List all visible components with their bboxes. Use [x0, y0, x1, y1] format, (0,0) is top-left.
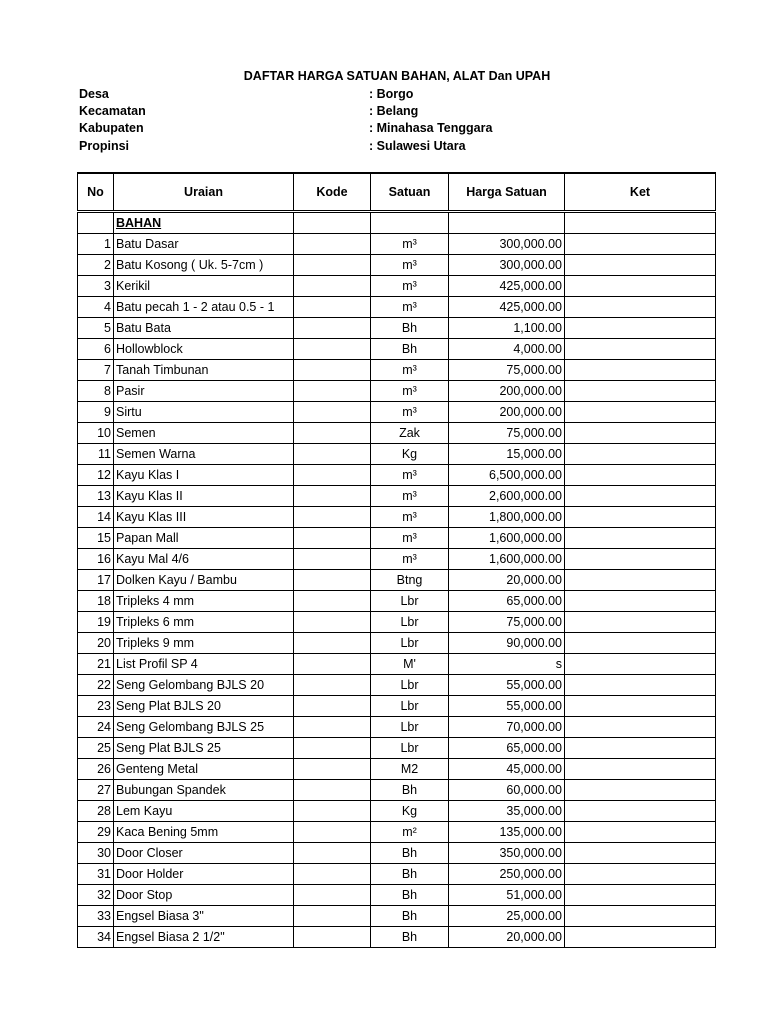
table-row [78, 780, 716, 801]
col-header-uraian: Uraian [114, 173, 294, 212]
row-satuan: Bh [371, 843, 449, 864]
row-harga: 35,000.00 [449, 801, 565, 822]
row-kode [294, 528, 371, 549]
meta-label-propinsi: Propinsi [79, 139, 130, 153]
row-ket [565, 360, 716, 381]
row-ket [565, 780, 716, 801]
row-no: 24 [78, 717, 114, 738]
row-satuan: m³ [371, 276, 449, 297]
row-uraian: Semen [114, 423, 294, 444]
row-satuan: m³ [371, 297, 449, 318]
row-satuan: Lbr [371, 675, 449, 696]
row-ket [565, 486, 716, 507]
row-satuan: Lbr [371, 717, 449, 738]
row-harga: 200,000.00 [449, 402, 565, 423]
row-ket [565, 906, 716, 927]
row-uraian: Seng Plat BJLS 20 [114, 696, 294, 717]
row-uraian: Door Stop [114, 885, 294, 906]
row-harga: 90,000.00 [449, 633, 565, 654]
row-satuan: Bh [371, 780, 449, 801]
row-no: 11 [78, 444, 114, 465]
table-row [78, 255, 716, 276]
row-kode [294, 570, 371, 591]
row-no: 2 [78, 255, 114, 276]
row-no: 17 [78, 570, 114, 591]
row-uraian: Kayu Klas II [114, 486, 294, 507]
meta-value-kabupaten: : Minahasa Tenggara [369, 121, 493, 135]
page-title: DAFTAR HARGA SATUAN BAHAN, ALAT Dan UPAH [243, 69, 551, 83]
row-harga: s [449, 654, 565, 675]
table-body [78, 212, 716, 948]
table-row [78, 675, 716, 696]
section-label [114, 212, 294, 234]
row-ket [565, 444, 716, 465]
row-ket [565, 696, 716, 717]
row-uraian: Pasir [114, 381, 294, 402]
empty-cell [294, 212, 371, 234]
row-ket [565, 591, 716, 612]
row-ket [565, 255, 716, 276]
section-row [78, 212, 716, 234]
row-kode [294, 255, 371, 276]
row-kode [294, 927, 371, 948]
row-kode [294, 591, 371, 612]
row-no: 34 [78, 927, 114, 948]
row-uraian: Sirtu [114, 402, 294, 423]
row-ket [565, 234, 716, 255]
row-ket [565, 297, 716, 318]
price-table [77, 172, 716, 948]
row-uraian: Batu Bata [114, 318, 294, 339]
row-harga: 55,000.00 [449, 675, 565, 696]
row-kode [294, 801, 371, 822]
row-ket [565, 402, 716, 423]
row-kode [294, 234, 371, 255]
row-ket [565, 507, 716, 528]
row-kode [294, 402, 371, 423]
table-row [78, 423, 716, 444]
row-uraian: Bubungan Spandek [114, 780, 294, 801]
empty-cell [565, 212, 716, 234]
row-harga: 75,000.00 [449, 612, 565, 633]
row-satuan: Lbr [371, 696, 449, 717]
row-uraian: Batu Dasar [114, 234, 294, 255]
row-no: 27 [78, 780, 114, 801]
empty-cell [449, 212, 565, 234]
row-uraian: Batu pecah 1 - 2 atau 0.5 - 1 [114, 297, 294, 318]
row-satuan: Lbr [371, 633, 449, 654]
row-satuan: Lbr [371, 591, 449, 612]
row-satuan: M' [371, 654, 449, 675]
row-harga: 65,000.00 [449, 591, 565, 612]
row-ket [565, 381, 716, 402]
row-satuan: m³ [371, 549, 449, 570]
table-row [78, 591, 716, 612]
table-header-row [78, 173, 716, 212]
section-label-text: BAHAN [116, 216, 162, 230]
row-no: 18 [78, 591, 114, 612]
table-row [78, 402, 716, 423]
row-ket [565, 612, 716, 633]
row-kode [294, 318, 371, 339]
row-ket [565, 885, 716, 906]
table-row [78, 654, 716, 675]
row-kode [294, 633, 371, 654]
row-kode [294, 360, 371, 381]
row-harga: 350,000.00 [449, 843, 565, 864]
row-satuan: m³ [371, 465, 449, 486]
table-row [78, 486, 716, 507]
row-harga: 300,000.00 [449, 255, 565, 276]
row-no: 29 [78, 822, 114, 843]
meta-label-kecamatan: Kecamatan [79, 104, 146, 118]
row-harga: 200,000.00 [449, 381, 565, 402]
row-no: 16 [78, 549, 114, 570]
row-harga: 1,800,000.00 [449, 507, 565, 528]
row-harga: 65,000.00 [449, 738, 565, 759]
row-ket [565, 423, 716, 444]
row-satuan: Bh [371, 318, 449, 339]
row-ket [565, 759, 716, 780]
row-no: 4 [78, 297, 114, 318]
row-harga: 70,000.00 [449, 717, 565, 738]
row-no: 26 [78, 759, 114, 780]
row-satuan: Lbr [371, 612, 449, 633]
row-harga: 55,000.00 [449, 696, 565, 717]
row-ket [565, 465, 716, 486]
row-uraian: Batu Kosong ( Uk. 5-7cm ) [114, 255, 294, 276]
row-kode [294, 885, 371, 906]
row-no: 9 [78, 402, 114, 423]
row-ket [565, 318, 716, 339]
row-uraian: Genteng Metal [114, 759, 294, 780]
row-uraian: Door Holder [114, 864, 294, 885]
row-kode [294, 486, 371, 507]
table-row [78, 507, 716, 528]
table-row [78, 297, 716, 318]
row-no: 28 [78, 801, 114, 822]
row-no: 5 [78, 318, 114, 339]
table-row [78, 759, 716, 780]
row-harga: 75,000.00 [449, 360, 565, 381]
row-no: 7 [78, 360, 114, 381]
meta-label-desa: Desa [79, 87, 109, 101]
row-no: 6 [78, 339, 114, 360]
row-ket [565, 276, 716, 297]
table-row [78, 717, 716, 738]
row-harga: 300,000.00 [449, 234, 565, 255]
row-ket [565, 738, 716, 759]
row-harga: 1,600,000.00 [449, 549, 565, 570]
row-uraian: Tripleks 4 mm [114, 591, 294, 612]
row-satuan: Bh [371, 906, 449, 927]
row-harga: 51,000.00 [449, 885, 565, 906]
row-satuan: m³ [371, 234, 449, 255]
col-header-harga: Harga Satuan [449, 173, 565, 212]
row-uraian: Seng Gelombang BJLS 25 [114, 717, 294, 738]
row-no: 14 [78, 507, 114, 528]
row-kode [294, 843, 371, 864]
row-ket [565, 675, 716, 696]
row-kode [294, 549, 371, 570]
row-no: 15 [78, 528, 114, 549]
row-satuan: m² [371, 822, 449, 843]
row-harga: 25,000.00 [449, 906, 565, 927]
row-satuan: Kg [371, 801, 449, 822]
row-harga: 425,000.00 [449, 297, 565, 318]
row-kode [294, 759, 371, 780]
meta-value-desa: : Borgo [369, 87, 414, 101]
row-no: 13 [78, 486, 114, 507]
table-row [78, 276, 716, 297]
meta-value-kecamatan: : Belang [369, 104, 419, 118]
row-harga: 2,600,000.00 [449, 486, 565, 507]
row-uraian: Semen Warna [114, 444, 294, 465]
row-satuan: m³ [371, 486, 449, 507]
row-uraian: Seng Plat BJLS 25 [114, 738, 294, 759]
col-header-ket: Ket [565, 173, 716, 212]
empty-cell [371, 212, 449, 234]
row-uraian: Tripleks 9 mm [114, 633, 294, 654]
row-harga: 6,500,000.00 [449, 465, 565, 486]
table-row [78, 696, 716, 717]
row-kode [294, 339, 371, 360]
row-kode [294, 381, 371, 402]
row-ket [565, 864, 716, 885]
row-kode [294, 864, 371, 885]
row-kode [294, 654, 371, 675]
row-harga: 1,100.00 [449, 318, 565, 339]
row-harga: 135,000.00 [449, 822, 565, 843]
row-uraian: Kayu Klas I [114, 465, 294, 486]
table-row [78, 549, 716, 570]
row-no: 21 [78, 654, 114, 675]
table-row [78, 885, 716, 906]
row-satuan: M2 [371, 759, 449, 780]
row-no: 10 [78, 423, 114, 444]
row-no: 19 [78, 612, 114, 633]
col-header-kode: Kode [294, 173, 371, 212]
table-row [78, 360, 716, 381]
row-satuan: m³ [371, 402, 449, 423]
table-row [78, 612, 716, 633]
row-no: 30 [78, 843, 114, 864]
meta-value-propinsi: : Sulawesi Utara [369, 139, 466, 153]
table-row [78, 339, 716, 360]
row-uraian: Engsel Biasa 2 1/2" [114, 927, 294, 948]
row-no: 33 [78, 906, 114, 927]
row-satuan: Bh [371, 864, 449, 885]
row-satuan: Lbr [371, 738, 449, 759]
row-uraian: Kayu Mal 4/6 [114, 549, 294, 570]
row-satuan: Bh [371, 885, 449, 906]
section-no-cell [78, 212, 114, 234]
table-row [78, 801, 716, 822]
row-no: 12 [78, 465, 114, 486]
table-row [78, 318, 716, 339]
row-ket [565, 654, 716, 675]
row-satuan: Kg [371, 444, 449, 465]
row-uraian: Kayu Klas III [114, 507, 294, 528]
row-kode [294, 612, 371, 633]
row-kode [294, 507, 371, 528]
row-no: 3 [78, 276, 114, 297]
row-uraian: Lem Kayu [114, 801, 294, 822]
row-satuan: m³ [371, 381, 449, 402]
row-kode [294, 465, 371, 486]
table-row [78, 234, 716, 255]
table-row [78, 906, 716, 927]
row-uraian: Tripleks 6 mm [114, 612, 294, 633]
row-ket [565, 801, 716, 822]
table-row [78, 738, 716, 759]
row-kode [294, 276, 371, 297]
row-harga: 15,000.00 [449, 444, 565, 465]
table-row [78, 927, 716, 948]
row-harga: 75,000.00 [449, 423, 565, 444]
col-header-no: No [78, 173, 114, 212]
row-satuan: Zak [371, 423, 449, 444]
table-row [78, 633, 716, 654]
table-row [78, 864, 716, 885]
row-ket [565, 528, 716, 549]
row-no: 31 [78, 864, 114, 885]
row-kode [294, 297, 371, 318]
row-satuan: Btng [371, 570, 449, 591]
row-no: 32 [78, 885, 114, 906]
row-ket [565, 633, 716, 654]
row-uraian: Tanah Timbunan [114, 360, 294, 381]
row-harga: 20,000.00 [449, 927, 565, 948]
row-satuan: Bh [371, 339, 449, 360]
row-ket [565, 549, 716, 570]
row-uraian: Door Closer [114, 843, 294, 864]
row-harga: 425,000.00 [449, 276, 565, 297]
row-kode [294, 906, 371, 927]
row-ket [565, 717, 716, 738]
row-kode [294, 780, 371, 801]
row-kode [294, 738, 371, 759]
row-ket [565, 822, 716, 843]
row-kode [294, 696, 371, 717]
row-uraian: List Profil SP 4 [114, 654, 294, 675]
table-row [78, 528, 716, 549]
row-satuan: m³ [371, 507, 449, 528]
row-no: 20 [78, 633, 114, 654]
row-satuan: m³ [371, 528, 449, 549]
row-no: 25 [78, 738, 114, 759]
row-satuan: m³ [371, 255, 449, 276]
row-uraian: Dolken Kayu / Bambu [114, 570, 294, 591]
row-no: 1 [78, 234, 114, 255]
row-kode [294, 822, 371, 843]
row-ket [565, 927, 716, 948]
row-harga: 20,000.00 [449, 570, 565, 591]
row-satuan: m³ [371, 360, 449, 381]
row-harga: 60,000.00 [449, 780, 565, 801]
row-uraian: Engsel Biasa 3" [114, 906, 294, 927]
row-harga: 45,000.00 [449, 759, 565, 780]
row-uraian: Kaca Bening 5mm [114, 822, 294, 843]
row-kode [294, 423, 371, 444]
row-kode [294, 717, 371, 738]
row-ket [565, 339, 716, 360]
row-ket [565, 570, 716, 591]
col-header-satuan: Satuan [371, 173, 449, 212]
table-row [78, 381, 716, 402]
row-ket [565, 843, 716, 864]
row-no: 22 [78, 675, 114, 696]
meta-label-kabupaten: Kabupaten [79, 121, 144, 135]
row-uraian: Seng Gelombang BJLS 20 [114, 675, 294, 696]
row-uraian: Hollowblock [114, 339, 294, 360]
row-uraian: Papan Mall [114, 528, 294, 549]
row-harga: 250,000.00 [449, 864, 565, 885]
row-uraian: Kerikil [114, 276, 294, 297]
row-harga: 4,000.00 [449, 339, 565, 360]
row-kode [294, 444, 371, 465]
row-satuan: Bh [371, 927, 449, 948]
row-no: 23 [78, 696, 114, 717]
row-kode [294, 675, 371, 696]
table-row [78, 444, 716, 465]
table-row [78, 843, 716, 864]
table-row [78, 822, 716, 843]
row-harga: 1,600,000.00 [449, 528, 565, 549]
row-no: 8 [78, 381, 114, 402]
table-row [78, 570, 716, 591]
table-row [78, 465, 716, 486]
